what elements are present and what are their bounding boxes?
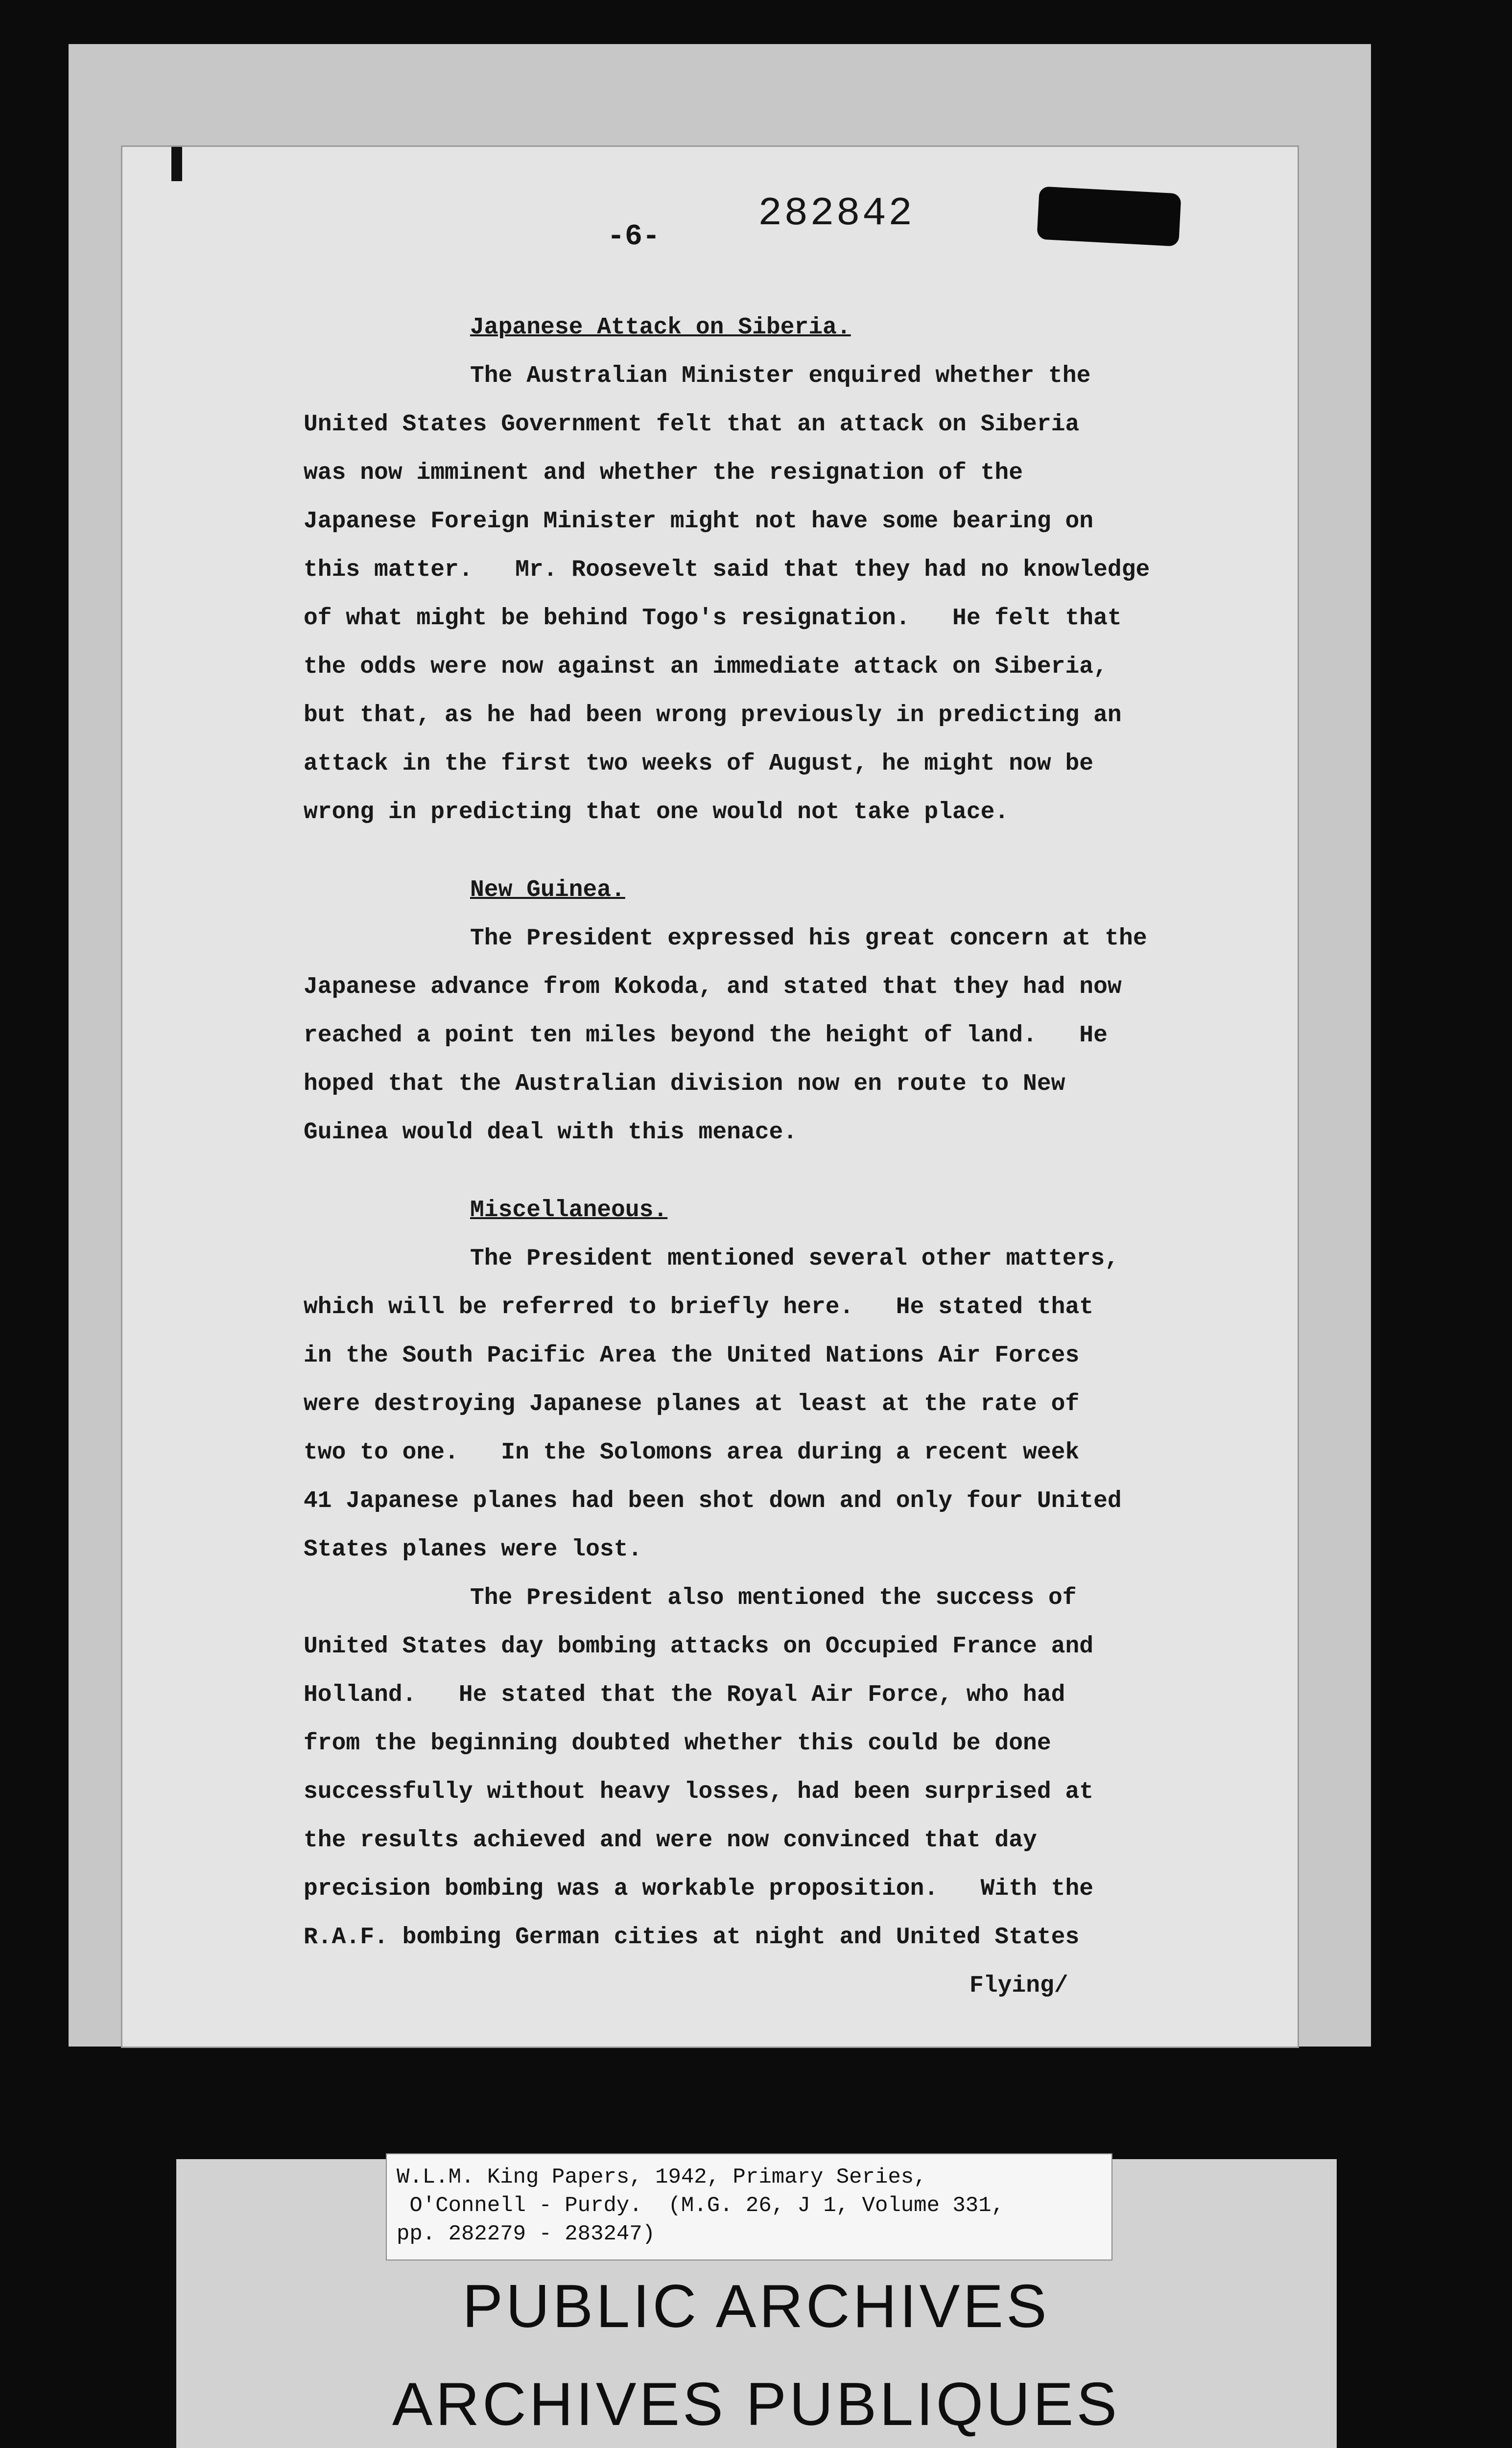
text-line: precision bombing was a workable proposition. With the xyxy=(304,1876,1094,1902)
spacer xyxy=(304,1157,1234,1186)
section-heading: Miscellaneous. xyxy=(470,1197,668,1224)
text-line: from the beginning doubted whether this could be done xyxy=(304,1730,1051,1757)
text-line: two to one. In the Solomons area during a recent week xyxy=(304,1439,1080,1466)
text-line: the results achieved and were now convinced that day xyxy=(304,1827,1037,1854)
text-line: hoped that the Australian division now en route to New xyxy=(304,1071,1065,1097)
text-line: this matter. Mr. Roosevelt said that they had no knowledge xyxy=(304,557,1150,583)
text-line: attack in the first two weeks of August, he might now be xyxy=(304,751,1094,777)
text-line: successfully without heavy losses, had been surprised at xyxy=(304,1779,1094,1805)
section-heading: New Guinea. xyxy=(470,877,625,903)
text-line: R.A.F. bombing German cities at night and United States xyxy=(304,1924,1080,1951)
text-line: wrong in predicting that one would not take place. xyxy=(304,799,1009,825)
catchword: Flying/ xyxy=(969,1973,1068,1999)
text-line: the odds were now against an immediate attack on Siberia, xyxy=(304,654,1108,680)
spacer xyxy=(304,837,1234,866)
text-line: The President expressed his great concern at the xyxy=(470,925,1147,952)
text-line: reached a point ten miles beyond the height of land. He xyxy=(304,1022,1108,1049)
page-tab-mark xyxy=(171,147,182,181)
archive-title-en: PUBLIC ARCHIVES xyxy=(462,2273,1050,2340)
text-line: of what might be behind Togo's resignation. He felt that xyxy=(304,605,1122,632)
page-number: -6- xyxy=(607,220,661,254)
text-line: Japanese Foreign Minister might not have some bearing on xyxy=(304,508,1094,535)
text-line: The President also mentioned the success of xyxy=(470,1585,1077,1611)
text-line: Holland. He stated that the Royal Air Force, who had xyxy=(304,1682,1065,1708)
section-heading: Japanese Attack on Siberia. xyxy=(470,314,851,341)
text-line: were destroying Japanese planes at least at the rate of xyxy=(304,1391,1080,1417)
text-line: was now imminent and whether the resignation of the xyxy=(304,460,1023,486)
text-line: but that, as he had been wrong previously in predicting an xyxy=(304,702,1122,729)
citation-line: pp. 282279 - 283247) xyxy=(397,2222,656,2246)
text-line: in the South Pacific Area the United Nations Air Forces xyxy=(304,1342,1080,1369)
text-line: States planes were lost. xyxy=(304,1536,642,1563)
text-line: Guinea would deal with this menace. xyxy=(304,1119,798,1146)
document-number: 282842 xyxy=(758,191,915,236)
citation-line: O'Connell - Purdy. (M.G. 26, J 1, Volume 331, xyxy=(397,2193,1005,2218)
memo-body xyxy=(304,304,1234,2010)
text-line: which will be referred to briefly here. He stated that xyxy=(304,1294,1094,1320)
text-line: United States day bombing attacks on Occupied France and xyxy=(304,1633,1094,1660)
text-line: Japanese advance from Kokoda, and stated that they had now xyxy=(304,974,1122,1000)
text-line: United States Government felt that an attack on Siberia xyxy=(304,411,1080,438)
text-line: The Australian Minister enquired whether the xyxy=(470,363,1091,389)
citation-line: W.L.M. King Papers, 1942, Primary Series, xyxy=(397,2165,927,2189)
redaction-mark xyxy=(1037,186,1181,246)
archive-title-fr: ARCHIVES PUBLIQUES xyxy=(392,2371,1120,2438)
citation-label xyxy=(387,2154,1111,2260)
text-line: 41 Japanese planes had been shot down and only four United xyxy=(304,1488,1122,1514)
text-line: The President mentioned several other matters, xyxy=(470,1246,1119,1272)
